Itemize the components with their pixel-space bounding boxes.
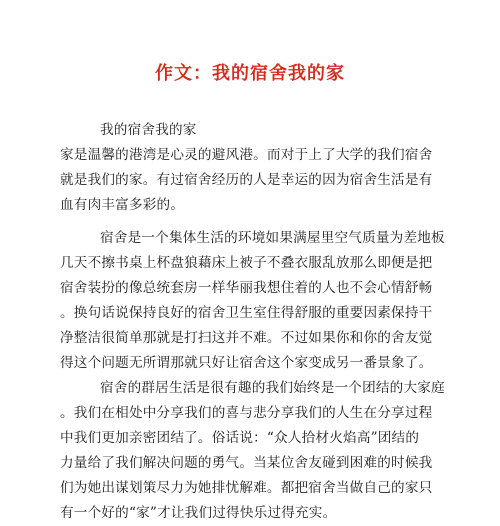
paragraph-2-line-2: 几天不擦书桌上杯盘狼藉床上被子不叠衣服乱放那么即便是把 (60, 255, 433, 271)
paragraph-3-line-3: 中我们更加亲密团结了。俗话说：“众人拾材火焰高”团结的 (60, 430, 420, 446)
paragraph-3-line-5: 们为她出谋划策尽力为她排忧解难。都把宿舍当做自己的家只 (60, 480, 433, 496)
paragraph-3-line-4: 力量给了我们解决问题的勇气。当某位舍友碰到困难的时候我 (60, 455, 433, 471)
paragraph-2-line-3: 宿舍装扮的像总统套房一样华丽我想住着的人也不会心情舒畅 (60, 280, 433, 296)
article-subtitle: 我的宿舍我的家 (100, 122, 197, 138)
paragraph-1-line-3: 血有肉丰富多彩的。 (60, 197, 185, 213)
paragraph-1-line-2: 就是我们的家。有过宿舍经历的人是幸运的因为宿舍生活是有 (60, 172, 433, 188)
paragraph-2-line-6: 得这个问题无所谓那就只好让宿舍这个家变成另一番景象了。 (60, 355, 433, 371)
paragraph-3-line-6: 有一个好的“家”才让我们过得快乐过得充实。 (60, 505, 337, 521)
paragraph-3-line-1: 宿舍的群居生活是很有趣的我们始终是一个团结的大家庭 (100, 380, 445, 396)
page-title: 作文：我的宿舍我的家 (155, 63, 345, 84)
article-body (60, 118, 445, 526)
paragraph-2-line-4: 。换句话说保持良好的宿舍卫生室住得舒服的重要因素保持干 (60, 305, 433, 321)
paragraph-3-line-2: 。我们在相处中分享我们的喜与悲分享我们的人生在分享过程 (60, 405, 433, 421)
paragraph-2-line-5: 净整洁很简单那就是打扫这并不难。不过如果你和你的舍友觉 (60, 330, 433, 346)
paragraph-2-line-1: 宿舍是一个集体生活的环境如果满屋里空气质量为差地板 (100, 230, 445, 246)
paragraph-1-line-1: 家是温馨的港湾是心灵的避风港。而对于上了大学的我们宿舍 (60, 147, 433, 163)
